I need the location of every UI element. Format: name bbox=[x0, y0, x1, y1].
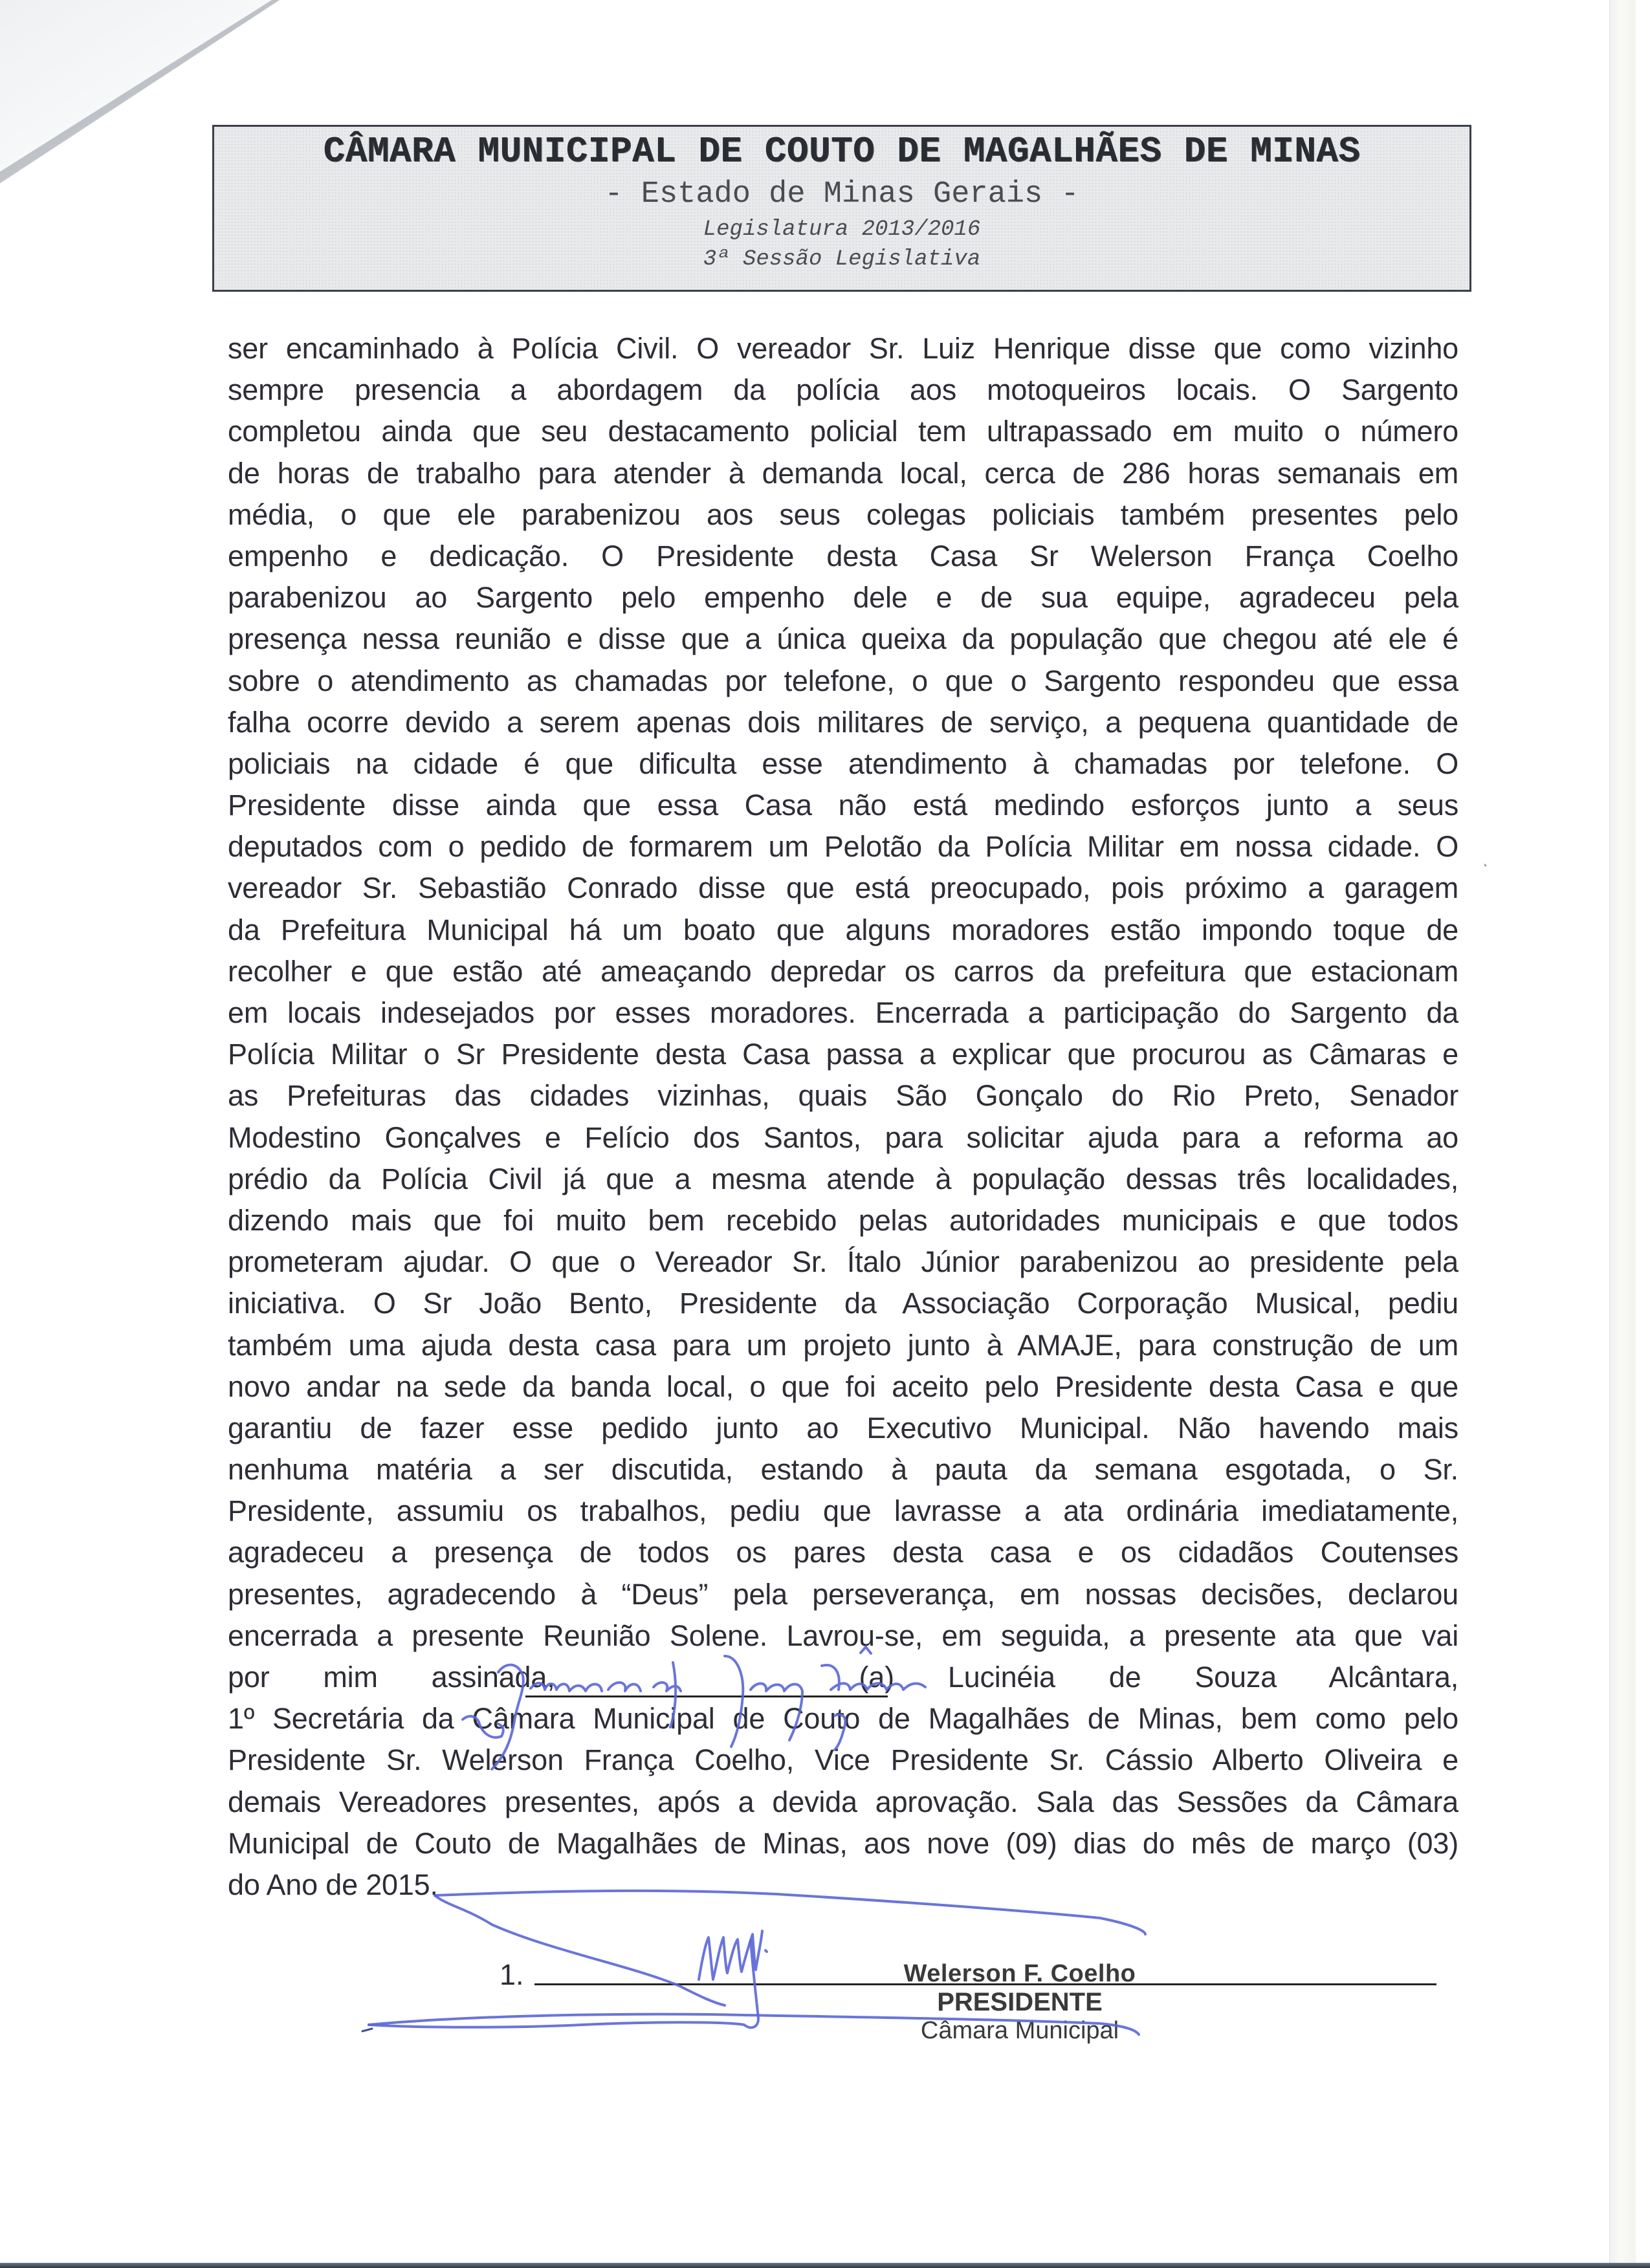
document-header bbox=[212, 125, 1471, 292]
president-name: Welerson F. Coelho bbox=[903, 1960, 1136, 1987]
body-line: iniciativa. O Sr João Bento, Presidente da Associação Corporação Musical, pediu bbox=[228, 1287, 1458, 1320]
secretary-signature-underline bbox=[525, 1696, 888, 1697]
body-line: presença nessa reunião e disse que a única queixa da população que chegou até ele é bbox=[228, 622, 1458, 656]
body-line: ser encaminhado à Polícia Civil. O vereador Sr. Luiz Henrique disse que como vizinho bbox=[228, 332, 1458, 365]
body-line: presentes, agradecendo à “Deus” pela perseverança, em nossas decisões, declarou bbox=[228, 1577, 1458, 1611]
body-line: deputados com o pedido de formarem um Pelotão da Polícia Militar em nossa cidade. O bbox=[228, 830, 1458, 864]
body-line: sobre o atendimento as chamadas por telefone, o que o Sargento respondeu que essa bbox=[228, 664, 1458, 697]
body-line: falha ocorre devido a serem apenas dois militares de serviço, a pequena quantidade de bbox=[228, 705, 1458, 739]
body-line: agradeceu a presença de todos os pares desta casa e os cidadãos Coutenses bbox=[228, 1536, 1458, 1569]
header-state: - Estado de Minas Gerais - bbox=[604, 177, 1079, 212]
body-line: sempre presencia a abordagem da polícia aos motoqueiros locais. O Sargento bbox=[228, 373, 1458, 407]
body-line: da Prefeitura Municipal há um boato que alguns moradores estão impondo toque de bbox=[228, 913, 1458, 946]
body-line: prédio da Polícia Civil já que a mesma atende à população dessas três localidades, bbox=[228, 1162, 1458, 1195]
body-line: demais Vereadores presentes, após a devida aprovação. Sala das Sessões da Câmara bbox=[228, 1785, 1458, 1818]
body-line: nenhuma matéria a ser discutida, estando à pauta da semana esgotada, o Sr. bbox=[228, 1453, 1458, 1487]
signature-number: 1. bbox=[500, 1958, 524, 1991]
signature-line-suffix: (a) Lucinéia de Souza Alcântara, bbox=[859, 1661, 1459, 1694]
body-line: em locais indesejados por esses moradores. Encerrada a participação do Sargento da bbox=[228, 996, 1458, 1029]
body-line: também uma ajuda desta casa para um projeto junto à AMAJE, para construção de um bbox=[228, 1328, 1458, 1362]
header-legislature: Legislatura 2013/2016 bbox=[703, 217, 981, 242]
body-line: prometeram ajudar. O que o Vereador Sr. Ítalo Júnior parabenizou ao presidente pela bbox=[228, 1245, 1458, 1279]
body-line: Polícia Militar o Sr Presidente desta Casa passa a explicar que procurou as Câmaras e bbox=[228, 1038, 1458, 1071]
body-line: dizendo mais que foi muito bem recebido pelas autoridades municipais e que todos bbox=[228, 1203, 1458, 1237]
signature-line bbox=[228, 1657, 1458, 1698]
body-line: empenho e dedicação. O Presidente desta Casa Sr Welerson França Coelho bbox=[228, 539, 1458, 572]
body-line: Presidente Sr. Welerson França Coelho, Vice Presidente Sr. Cássio Alberto Oliveira e bbox=[228, 1743, 1458, 1777]
body-line: Presidente disse ainda que essa Casa não está medindo esforços junto a seus bbox=[228, 789, 1458, 822]
body-line: Municipal de Couto de Magalhães de Minas, aos nove (09) dias do mês de março (03) bbox=[228, 1826, 1458, 1860]
body-line: novo andar na sede da banda local, o que foi aceito pelo Presidente desta Casa e que bbox=[228, 1369, 1458, 1403]
header-title: CÂMARA MUNICIPAL DE COUTO DE MAGALHÃES DE MINAS bbox=[323, 131, 1361, 172]
scan-edge-strip bbox=[1609, 0, 1636, 2264]
body-line: Modestino Gonçalves e Felício dos Santos, para solicitar ajuda para a reforma ao bbox=[228, 1120, 1458, 1154]
president-organization: Câmara Municipal bbox=[920, 2017, 1119, 2044]
body-line: as Prefeituras das cidades vizinhas, quais São Gonçalo do Rio Preto, Senador bbox=[228, 1079, 1458, 1113]
header-session: 3ª Sessão Legislativa bbox=[703, 247, 981, 272]
body-line: de horas de trabalho para atender à demanda local, cerca de 286 horas semanais em bbox=[228, 456, 1458, 490]
body-line: policiais na cidade é que dificulta esse atendimento à chamadas por telefone. O bbox=[228, 747, 1458, 780]
body-line: Presidente, assumiu os trabalhos, pediu que lavrasse a ata ordinária imediatamente, bbox=[228, 1494, 1458, 1528]
president-title: PRESIDENTE bbox=[937, 1988, 1103, 2016]
minutes-body bbox=[228, 328, 1458, 1906]
body-line: encerrada a presente Reunião Solene. Lavrou-se, em seguida, a presente ata que vai bbox=[228, 1619, 1458, 1652]
body-line: 1º Secretária da Câmara Municipal de Couto de Magalhães de Minas, bem como pelo bbox=[228, 1702, 1458, 1736]
body-line-final: do Ano de 2015. bbox=[228, 1868, 438, 1901]
scan-bottom-edge bbox=[0, 2263, 1650, 2268]
body-line: vereador Sr. Sebastião Conrado disse que está preocupado, pois próximo a garagem bbox=[228, 871, 1458, 905]
body-line: garantiu de fazer esse pedido junto ao Executivo Municipal. Não havendo mais bbox=[228, 1411, 1458, 1445]
body-line: média, o que ele parabenizou aos seus colegas policiais também presentes pelo bbox=[228, 497, 1458, 531]
body-line: recolher e que estão até ameaçando depredar os carros da prefeitura que estacionam bbox=[228, 954, 1458, 988]
body-line: parabenizou ao Sargento pelo empenho dele e de sua equipe, agradeceu pela bbox=[228, 581, 1458, 615]
body-line: completou ainda que seu destacamento policial tem ultrapassado em muito o número bbox=[228, 415, 1458, 448]
signature-line-prefix: por mim assinada, bbox=[228, 1661, 555, 1694]
